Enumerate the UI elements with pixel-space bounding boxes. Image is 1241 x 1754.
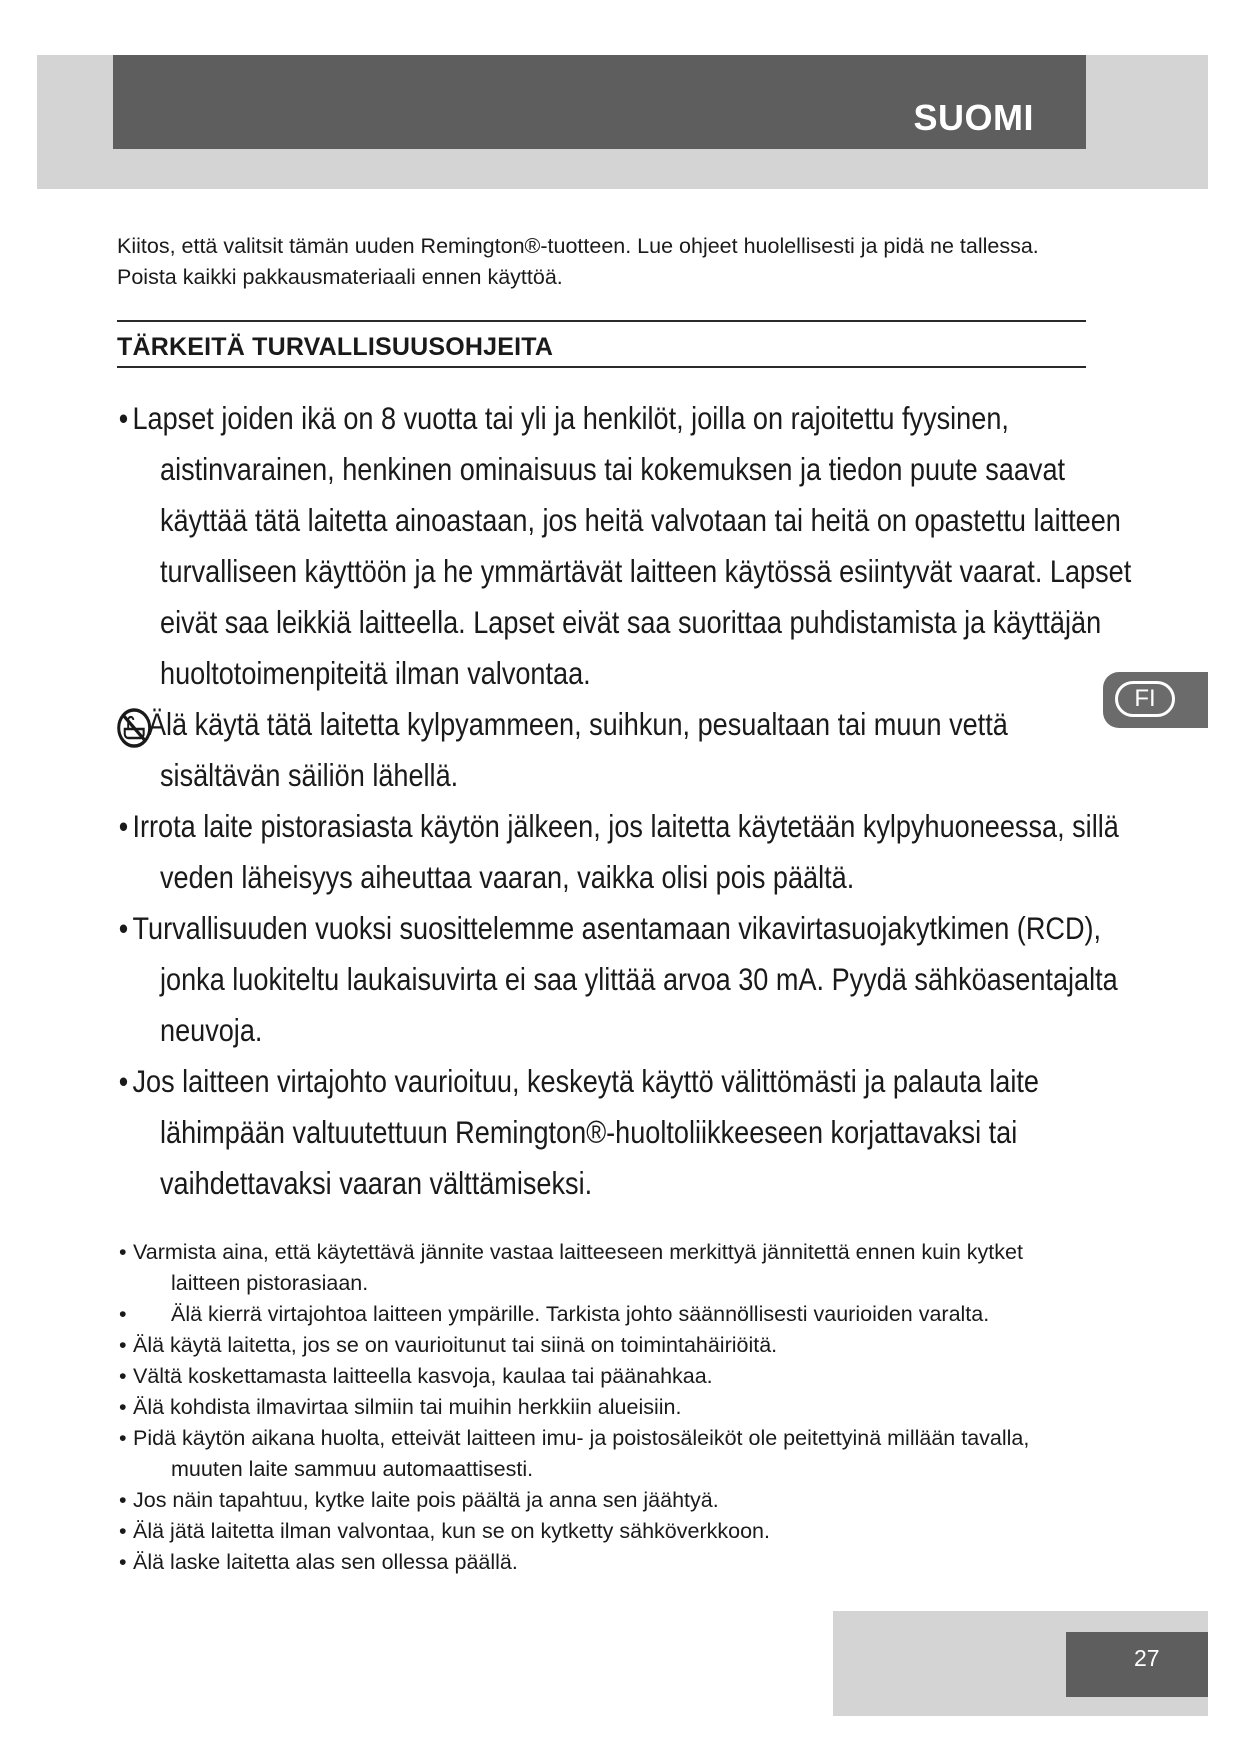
language-code: FI (1134, 685, 1156, 712)
list-item-text: Älä käytä tätä laitetta kylpyammeen, suihkun, pesualtaan tai muun vettä sisältävän säiliön lähellä. (147, 706, 1008, 793)
section-rule-bottom (117, 366, 1086, 368)
bullet: • (118, 1063, 129, 1099)
list-item (117, 1485, 1097, 1516)
language-heading: SUOMI (913, 97, 1034, 138)
language-tab (1103, 672, 1208, 728)
list-item (117, 1299, 1097, 1330)
bullet: • (119, 1488, 127, 1512)
bullet: • (118, 910, 129, 946)
list-item-text: Jos laitteen virtajohto vaurioituu, keskeytä käyttö välittömästi ja palauta laite lähimpään valtuutettuun Remington®-huoltoliikkeeseen korjattavaksi tai vaihdettavaksi vaaran välttämiseksi. (132, 1063, 1039, 1201)
bullet: • (119, 1333, 127, 1357)
list-item-text: Vältä koskettamasta laitteella kasvoja, kaulaa tai päänahkaa. (133, 1364, 713, 1388)
list-item (117, 1237, 1097, 1299)
list-item (117, 393, 1132, 699)
intro-paragraph: Kiitos, että valitsit tämän uuden Remington®-tuotteen. Lue ohjeet huolellisesti ja pidä ne tallessa. Poista kaikki pakkausmateriaali ennen käyttöä. (117, 234, 1039, 289)
list-item-text: Älä kierrä virtajohtoa laitteen ympärille. Tarkista johto säännöllisesti vaurioiden varalta. (171, 1302, 990, 1326)
bullet: • (119, 1426, 127, 1450)
list-item-text: Pidä käytön aikana huolta, etteivät laitteen imu- ja poistosäleiköt ole peitettyinä millään tavalla, muuten laite sammuu automaattisesti. (133, 1426, 1030, 1481)
section-title: TÄRKEITÄ TURVALLISUUSOHJEITA (117, 333, 554, 361)
bullet: • (118, 400, 129, 436)
bullet: • (118, 808, 129, 844)
list-item-text: Älä jätä laitetta ilman valvontaa, kun se on kytketty sähköverkkoon. (133, 1519, 770, 1543)
safety-list-small (117, 1237, 1097, 1578)
list-item-text: Turvallisuuden vuoksi suosittelemme asentamaan vikavirtasuojakytkimen (RCD), jonka luokiteltu laukaisuvirta ei saa ylittää arvoa 30 mA. Pyydä sähköasentajalta neuvoja. (132, 910, 1118, 1048)
list-item (117, 1423, 1097, 1485)
list-item-text: Lapset joiden ikä on 8 vuotta tai yli ja henkilöt, joilla on rajoitettu fyysinen, aistinvarainen, henkinen ominaisuus tai kokemuksen ja tiedon puute saavat käyttää tätä laitetta ainoastaan, jos heitä valvotaan tai heitä on opastettu laitteen turvalliseen käyttöön ja he ymmärtävät laitteen käytössä esiintyvät vaarat. Lapset eivät saa leikkiä laitteella. Lapset eivät saa suorittaa puhdistamista ja käyttäjän huoltotoimenpiteitä ilman valvontaa. (132, 400, 1132, 691)
page-number: 27 (1134, 1645, 1160, 1671)
safety-list-large (117, 393, 1132, 1209)
list-item-text: Jos näin tapahtuu, kytke laite pois päältä ja anna sen jäähtyä. (133, 1488, 719, 1512)
no-bath-icon (116, 707, 152, 749)
section-rule-top (117, 320, 1086, 322)
list-item-text: Älä laske laitetta alas sen ollessa päällä. (133, 1550, 518, 1574)
bullet: • (119, 1519, 127, 1543)
list-item (117, 903, 1132, 1056)
list-item-text: Älä käytä laitetta, jos se on vaurioitunut tai siinä on toimintahäiriöitä. (133, 1333, 778, 1357)
list-item (117, 1361, 1097, 1392)
list-item (117, 801, 1132, 903)
list-item-text: Älä kohdista ilmavirtaa silmiin tai muihin herkkiin alueisiin. (133, 1395, 682, 1419)
header-bar (113, 55, 1086, 149)
bullet: • (119, 1395, 127, 1419)
bullet: • (119, 1550, 127, 1574)
list-item (117, 1056, 1132, 1209)
list-item (117, 1547, 1097, 1578)
list-item (117, 699, 1132, 801)
list-item (117, 1392, 1097, 1423)
list-item (117, 1516, 1097, 1547)
bullet: • (119, 1364, 127, 1388)
list-item-text: Irrota laite pistorasiasta käytön jälkeen, jos laitetta käytetään kylpyhuoneessa, sillä veden läheisyys aiheuttaa vaaran, vaikka olisi pois päältä. (132, 808, 1119, 895)
list-item-text: Varmista aina, että käytettävä jännite vastaa laitteeseen merkittyä jännitettä ennen kuin kytket laitteen pistorasiaan. (133, 1240, 1023, 1295)
bullet: • (119, 1302, 127, 1326)
bullet: • (119, 1240, 127, 1264)
language-badge (1115, 681, 1175, 717)
list-item (117, 1330, 1097, 1361)
